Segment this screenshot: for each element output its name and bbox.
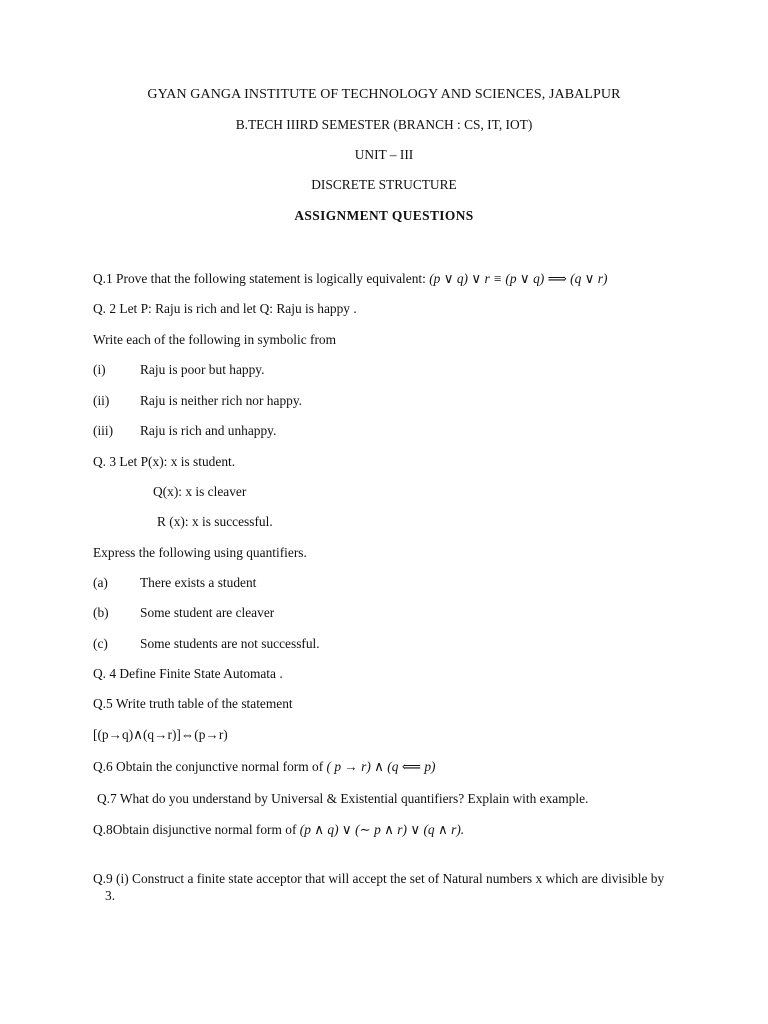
item-number: (a) — [93, 575, 108, 590]
item-number: (i) — [93, 362, 106, 377]
item-number: (b) — [93, 605, 109, 620]
item-text: There exists a student — [140, 575, 257, 590]
question-2-item — [93, 393, 302, 409]
item-number: (c) — [93, 636, 108, 651]
question-3-item — [93, 605, 274, 621]
question-8-expression: (p ∧ q) ∨ (∼ p ∧ r) ∨ (q ∧ r). — [299, 822, 465, 837]
question-3-definition: Q(x): x is cleaver — [153, 484, 247, 499]
semester-line: B.TECH IIIRD SEMESTER (BRANCH : CS, IT, IOT) — [235, 117, 533, 132]
institute-name: GYAN GANGA INSTITUTE OF TECHNOLOGY AND SCIENCES, JABALPUR — [147, 87, 621, 102]
question-9: Q.9 (i) Construct a finite state acceptor that will accept the set of Natural numbers x which are divisible by 3. — [93, 871, 665, 903]
question-5-expression: [(p→q)∧(q→r)]⇔(p→r) — [93, 727, 228, 742]
item-text: Raju is rich and unhappy. — [140, 423, 277, 438]
item-number: (iii) — [93, 423, 114, 438]
question-3-item — [93, 636, 320, 652]
subject-line: DISCRETE STRUCTURE — [311, 177, 457, 192]
question-5: Q.5 Write truth table of the statement — [93, 696, 293, 711]
question-3-definition: R (x): x is successful. — [157, 514, 273, 529]
question-7: Q.7 What do you understand by Universal & Existential quantifiers? Explain with example. — [97, 791, 589, 806]
question-2-instruction: Write each of the following in symbolic from — [93, 332, 337, 347]
page-title: ASSIGNMENT QUESTIONS — [294, 208, 474, 223]
question-1 — [93, 271, 607, 287]
question-4: Q. 4 Define Finite State Automata . — [93, 666, 283, 681]
item-text: Raju is poor but happy. — [140, 362, 265, 377]
item-number: (ii) — [93, 393, 110, 408]
question-1-expression: (p ∨ q) ∨ r ≡ (p ∨ q) ⟹ (q ∨ r) — [429, 271, 608, 286]
question-6-expression: ( p → r) ∧ (q ⟸ p) — [326, 759, 436, 774]
item-text: Some student are cleaver — [140, 605, 275, 620]
question-8-text: Q.8Obtain disjunctive normal form of — [93, 822, 300, 837]
question-3-item — [93, 575, 256, 591]
item-text: Some students are not successful. — [140, 636, 320, 651]
item-text: Raju is neither rich nor happy. — [140, 393, 303, 408]
question-2-item — [93, 423, 276, 439]
question-8 — [93, 822, 464, 838]
question-2-item — [93, 362, 264, 378]
question-1-text: Q.1 Prove that the following statement is logically equivalent: — [93, 271, 430, 286]
question-3: Q. 3 Let P(x): x is student. — [93, 454, 236, 469]
question-2: Q. 2 Let P: Raju is rich and let Q: Raju is happy . — [93, 301, 357, 316]
question-3-instruction: Express the following using quantifiers. — [93, 545, 307, 560]
unit-line: UNIT – III — [354, 147, 414, 162]
question-6 — [93, 759, 436, 775]
question-6-text: Q.6 Obtain the conjunctive normal form of — [93, 759, 327, 774]
